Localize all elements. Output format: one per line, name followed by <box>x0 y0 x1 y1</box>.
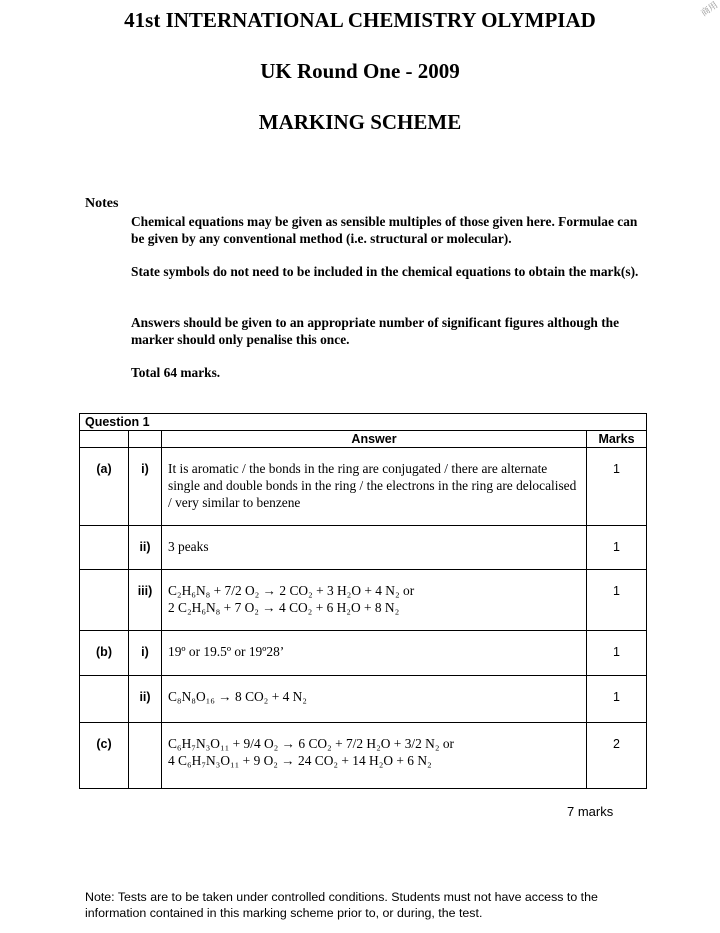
part-label <box>80 526 129 570</box>
marks-cell: 1 <box>587 676 647 723</box>
answer-cell <box>162 723 587 789</box>
equation-line: 4 C₆H₇N₃O₁₁ + 9 O₂ → 24 CO₂ + 14 H₂O + 6 N₂ <box>168 753 432 768</box>
subpart-label <box>129 723 162 789</box>
equation-line: C₂H₆N₈ + 7/2 O₂ → 2 CO₂ + 3 H₂O + 4 N₂ or <box>168 583 415 598</box>
part-label: (a) <box>80 448 129 526</box>
subpart-label: i) <box>129 631 162 676</box>
table-row <box>80 676 647 723</box>
marks-cell: 2 <box>587 723 647 789</box>
answer-cell: It is aromatic / the bonds in the ring are conjugated / there are alternate single and double bonds in the ring / the electrons in the ring are delocalised / very similar to benzene <box>162 448 587 526</box>
part-label <box>80 676 129 723</box>
note-total-marks: Total 64 marks. <box>131 365 221 380</box>
table-row <box>80 570 647 631</box>
marking-table <box>79 413 647 789</box>
table-row <box>80 526 647 570</box>
part-label <box>80 570 129 631</box>
table-row <box>80 723 647 789</box>
answer-cell <box>162 570 587 631</box>
olympiad-title: 41st INTERNATIONAL CHEMISTRY OLYMPIAD <box>124 8 596 32</box>
marks-cell: 1 <box>587 570 647 631</box>
question-label: Question 1 <box>80 414 647 431</box>
part-label: (c) <box>80 723 129 789</box>
document-title: MARKING SCHEME <box>258 110 462 134</box>
table-row <box>80 631 647 676</box>
marks-cell: 1 <box>587 448 647 526</box>
marks-cell: 1 <box>587 526 647 570</box>
footer-note: Note: Tests are to be taken under controlled conditions. Students must not have access to the information contained in this marking scheme prior to, or during, the test. <box>85 890 598 920</box>
subpart-label: i) <box>129 448 162 526</box>
total-marks: 7 marks <box>567 804 614 819</box>
corner-watermark: 商用 <box>699 0 720 19</box>
answer-cell: C₈N₈O₁₆ → 8 CO₂ + 4 N₂ <box>162 676 587 723</box>
subpart-label: ii) <box>129 526 162 570</box>
note-significant-figures: Answers should be given to an appropriate number of significant figures although the marker should only penalise this once. <box>131 315 620 347</box>
answer-header: Answer <box>162 431 587 448</box>
answer-cell: 3 peaks <box>162 526 587 570</box>
equation-line: C₆H₇N₃O₁₁ + 9/4 O₂ → 6 CO₂ + 7/2 H₂O + 3/2 N₂ or <box>168 736 454 751</box>
round-title: UK Round One - 2009 <box>260 59 460 83</box>
subpart-label: iii) <box>129 570 162 631</box>
header-blank-sub <box>129 431 162 448</box>
part-label: (b) <box>80 631 129 676</box>
notes-label: Notes <box>85 196 119 211</box>
answer-cell: 19º or 19.5º or 19º28’ <box>162 631 587 676</box>
note-equations: Chemical equations may be given as sensible multiples of those given here. Formulae can be given by any conventional method (i.e. structural or molecular). <box>131 214 638 246</box>
marks-header: Marks <box>587 431 647 448</box>
header-blank-part <box>80 431 129 448</box>
subpart-label: ii) <box>129 676 162 723</box>
table-row <box>80 448 647 526</box>
marks-cell: 1 <box>587 631 647 676</box>
equation-line: 2 C₂H₆N₈ + 7 O₂ → 4 CO₂ + 6 H₂O + 8 N₂ <box>168 600 400 615</box>
note-state-symbols: State symbols do not need to be included in the chemical equations to obtain the mark(s). <box>131 264 639 279</box>
